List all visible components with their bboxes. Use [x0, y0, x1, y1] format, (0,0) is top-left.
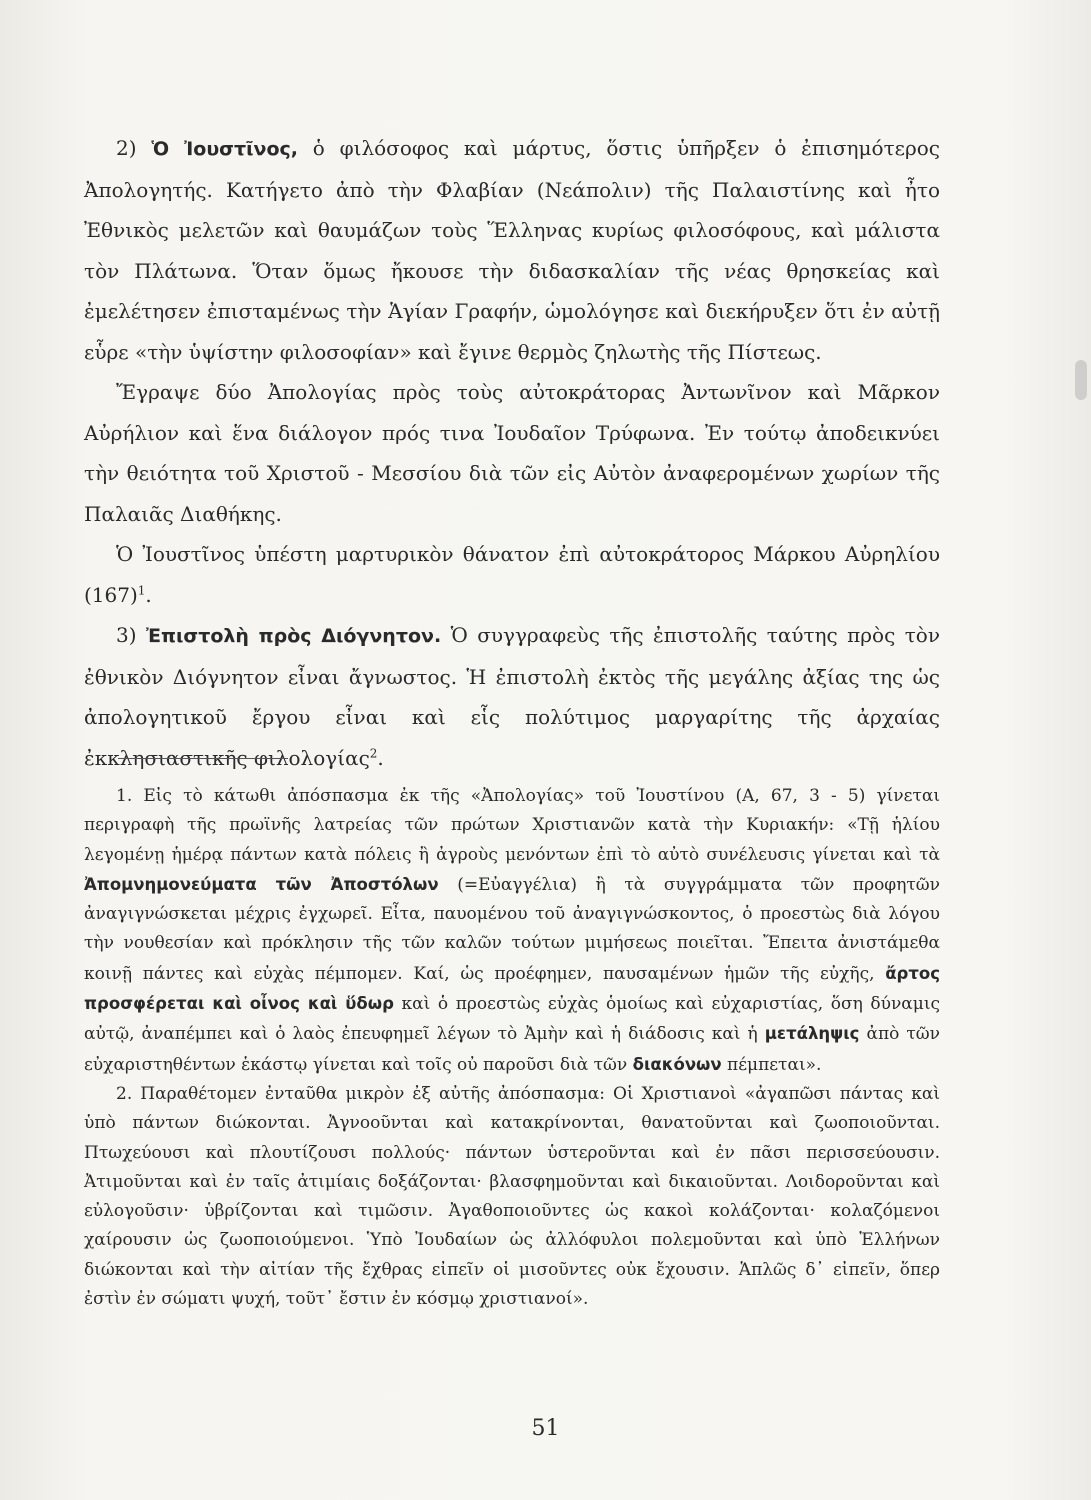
footnote-1: 1. Εἰς τὸ κάτωθι ἀπόσπασμα ἐκ τῆς «Ἀπολογίας» τοῦ Ἰουστίνου (Α, 67, 3 - 5) γίνεται περιγραφὴ τῆς πρωϊνῆς λατρείας τῶν πρώτων Χριστιανῶν κατὰ τὴν Κυριακήν: «Τῇ ἡλίου λεγομένῃ ἡμέρᾳ πάντων κατὰ πόλεις ἢ ἀγροὺς μενόντων ἐπὶ τὸ αὐτὸ συνέλευσις γίνεται καὶ τὰ Ἀπομνημονεύματα τῶν Ἀποστόλων (=Εὐαγγέλια) ἢ τὰ συγγράμματα τῶν προφητῶν ἀναγιγνώσκεται μέχρις ἐγχωρεῖ. Εἶτα, παυομένου τοῦ ἀναγιγνώσκοντος, ὁ προεστὼς διὰ λόγου τὴν νουθεσίαν καὶ πρόκλησιν τῆς τῶν καλῶν τούτων μιμήσεως ποιεῖται. Ἔπειτα ἀνιστάμεθα κοινῇ πάντες καὶ εὐχὰς πέμπομεν. Καί, ὡς προέφημεν, παυσαμένων ἡμῶν τῆς εὐχῆς, ἄρτος προσφέρεται καὶ οἶνος καὶ ὕδωρ καὶ ὁ προεστὼς εὐχὰς ὁμοίως καὶ εὐχαριστίας, ὅση δύναμις αὐτῷ, ἀναπέμπει καὶ ὁ λαὸς ἐπευφημεῖ λέγων τὸ Ἀμὴν καὶ ἡ διάδοσις καὶ ἡ μετάληψις ἀπὸ τῶν εὐχαριστηθέντων ἑκάστῳ γίνεται καὶ τοῖς οὐ παροῦσι διὰ τῶν διακόνων πέμπεται». [84, 786, 941, 1075]
section-number: 2) [116, 136, 137, 160]
page-number: 51 [531, 1416, 560, 1441]
footnotes [84, 782, 940, 1314]
footnote-separator [118, 758, 288, 759]
main-text [84, 128, 940, 778]
paragraph-apologies: Ἔγραψε δύο Ἀπολογίας πρὸς τοὺς αὐτοκράτορας Ἀντωνῖνον καὶ Μᾶρκον Αὐρήλιον καὶ ἕνα διάλογον πρός τινα Ἰουδαῖον Τρύφωνα. Ἐν τούτῳ ἀποδεικνύει τὴν θειότητα τοῦ Χριστοῦ - Μεσσίου διὰ τῶν εἰς Αὐτὸν ἀναφερομένων χωρίων τῆς Παλαιᾶς Διαθήκης. [84, 380, 940, 526]
section-number: 3) [116, 623, 137, 647]
scan-mark [1075, 360, 1087, 400]
footnote-mark: 2 [369, 745, 378, 760]
footnote-mark: 1 [137, 582, 146, 597]
paragraph-martyrdom: Ὁ Ἰουστῖνος ὑπέστη μαρτυρικὸν θάνατον ἐπὶ αὐτοκράτορος Μάρκου Αὐρηλίου $(167)^1$. [84, 542, 940, 607]
paragraph-diognetus: 3) Ἐπιστολὴ πρὸς Διόγνητον. Ὁ συγγραφεὺς τῆς ἐπιστολῆς ταύτης πρὸς τὸν ἐθνικὸν Διόγνητον εἶναι ἄγνωστος. Ἡ ἐπιστολὴ ἐκτὸς τῆς μεγάλης ἀξίας της ὡς ἀπολογητικοῦ ἔργου εἶναι καὶ εἷς πολύτιμος μαργαρίτης τῆς ἀρχαίας ἐκκλησιαστικῆς φιλολογίας$^2$. [84, 623, 940, 770]
paragraph-text: Ὁ Ἰουστῖνος ὑπέστη μαρτυρικὸν θάνατον ἐπὶ αὐτοκράτορος Μάρκου Αὐρηλίου (167) [84, 542, 940, 607]
section-heading: Ὁ Ἰουστῖνος, [151, 138, 298, 160]
section-heading: Ἐπιστολὴ πρὸς Διόγνητον. [145, 625, 442, 647]
paragraph-text: ὁ φιλόσοφος καὶ μάρτυς, ὅστις ὑπῆρξεν ὁ ἐπισημότερος Ἀπολογητής. Κατήγετο ἀπὸ τὴν Φλαβίαν (Νεάπολιν) τῆς Παλαιστίνης καὶ ἦτο Ἐθνικὸς μελετῶν καὶ θαυμάζων τοὺς Ἕλληνας κυρίως φιλοσόφους, καὶ μάλιστα τὸν Πλάτωνα. Ὅταν ὅμως ἤκουσε τὴν διδασκαλίαν τῆς νέας θρησκείας καὶ ἐμελέτησεν ἐπισταμένως τὴν Ἁγίαν Γραφήν, ὡμολόγησε καὶ διεκήρυξεν ὅτι ἐν αὐτῇ εὗρε «τὴν ὑψίστην φιλοσοφίαν» καὶ ἔγινε θερμὸς ζηλωτὴς τῆς Πίστεως. [84, 136, 940, 364]
footnote-2: 2. Παραθέτομεν ἐνταῦθα μικρὸν ἐξ αὐτῆς ἀπόσπασμα: Οἱ Χριστιανοὶ «ἀγαπῶσι πάντας καὶ ὑπὸ πάντων διώκονται. Ἀγνοοῦνται καὶ κατακρίνονται, θανατοῦνται καὶ ζωοποιοῦνται. Πτωχεύουσι καὶ πλουτίζουσι πολλούς· πάντων ὑστεροῦνται καὶ ἐν πᾶσι περισσεύουσιν. Ἀτιμοῦνται καὶ ἐν ταῖς ἀτιμίαις δοξάζονται· βλασφημοῦνται καὶ δικαιοῦνται. Λοιδοροῦνται καὶ εὐλογοῦσιν· ὑβρίζονται καὶ τιμῶσιν. Ἀγαθοποιοῦντες ὡς κακοὶ κολάζονται· κολαζόμενοι χαίρουσιν ὡς ζωοποιούμενοι. Ὑπὸ Ἰουδαίων ὡς ἀλλόφυλοι πολεμοῦνται καὶ ὑπὸ Ἑλλήνων διώκονται καὶ τὴν αἰτίαν τῆς ἔχθρας εἰπεῖν οἱ μισοῦντες οὐκ ἔχουσιν. Ἁπλῶς δ᾽ εἰπεῖν, ὅπερ ἐστὶν ἐν σώματι ψυχή, τοῦτ᾽ ἔστιν ἐν κόσμῳ χριστιανοί». [84, 1083, 940, 1310]
paragraph-text: Ὁ συγγραφεὺς τῆς ἐπιστολῆς ταύτης πρὸς τὸν ἐθνικὸν Διόγνητον εἶναι ἄγνωστος. Ἡ ἐπιστολὴ ἐκτὸς τῆς μεγάλης ἀξίας της ὡς ἀπολογητικοῦ ἔργου εἶναι καὶ εἷς πολύτιμος μαργαρίτης τῆς ἀρχαίας ἐκκλησιαστικῆς φιλολογίας [84, 623, 940, 770]
paragraph-justin [84, 128, 940, 372]
